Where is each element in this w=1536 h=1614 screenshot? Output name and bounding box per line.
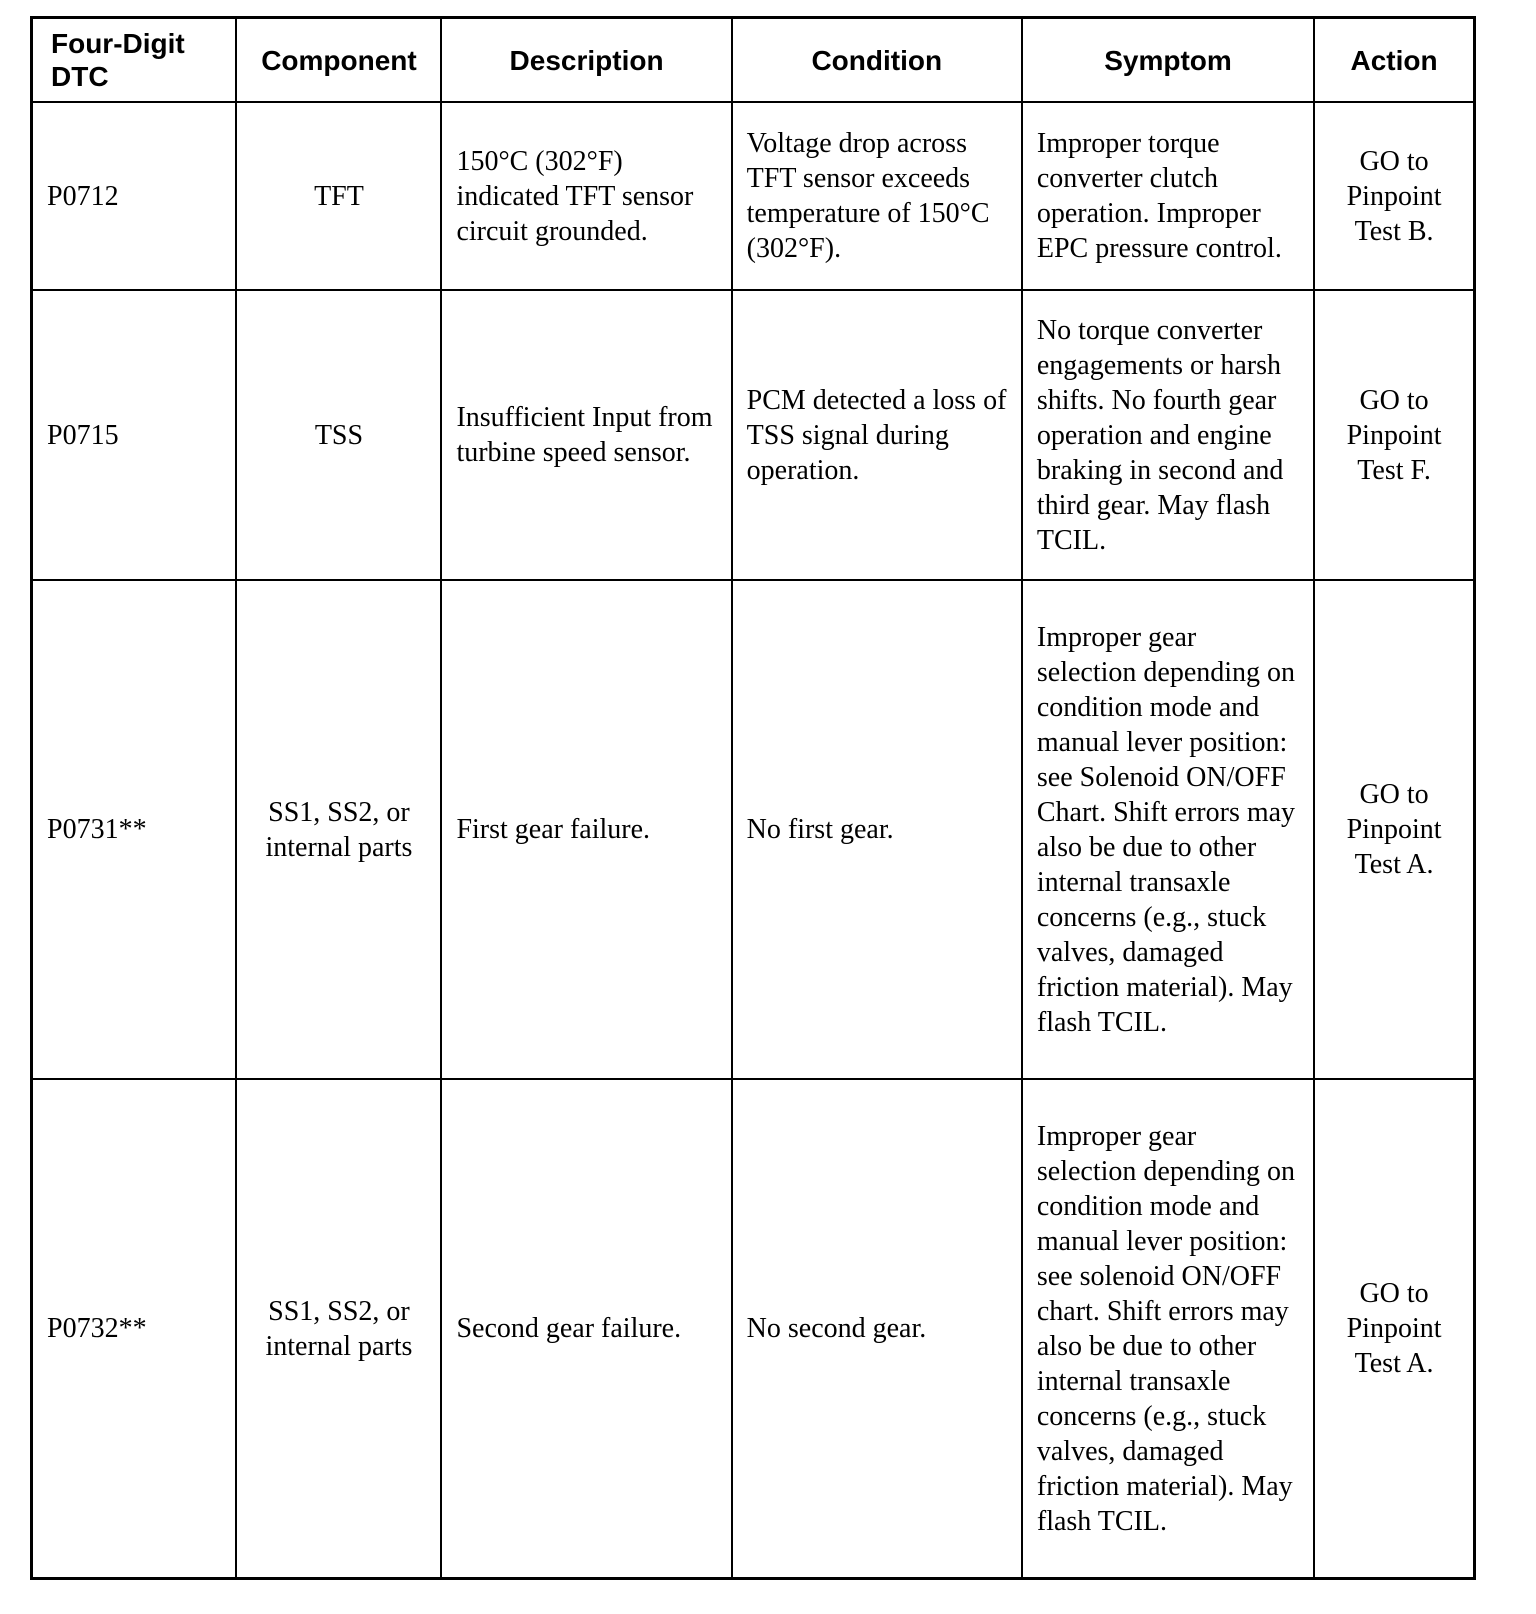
- header-condition: Condition: [732, 18, 1022, 103]
- cell-action: GO to Pinpoint Test A.: [1314, 580, 1474, 1079]
- cell-dtc: P0731**: [32, 580, 237, 1079]
- cell-component: TFT: [236, 102, 441, 290]
- cell-component: SS1, SS2, or internal parts: [236, 580, 441, 1079]
- dtc-table: [30, 16, 1476, 1580]
- cell-description: Insufficient Input from turbine speed sensor.: [441, 290, 731, 580]
- cell-condition: Voltage drop across TFT sensor exceeds temperature of 150°C (302°F).: [732, 102, 1022, 290]
- cell-symptom: No torque converter engagements or harsh shifts. No fourth gear operation and engine braking in second and third gear. May flash TCIL.: [1022, 290, 1314, 580]
- table-row: [32, 102, 1475, 290]
- cell-description: First gear failure.: [441, 580, 731, 1079]
- cell-condition: No first gear.: [732, 580, 1022, 1079]
- cell-dtc: P0712: [32, 102, 237, 290]
- cell-condition: PCM detected a loss of TSS signal during operation.: [732, 290, 1022, 580]
- header-dtc: [32, 18, 237, 103]
- header-symptom: Symptom: [1022, 18, 1314, 103]
- cell-condition: No second gear.: [732, 1079, 1022, 1579]
- table-header-row: [32, 18, 1475, 103]
- header-dtc-line1: Four-Digit: [51, 28, 185, 59]
- table-row: [32, 580, 1475, 1079]
- cell-symptom: Improper gear selection depending on condition mode and manual lever position: see solenoid ON/OFF chart. Shift errors may also be due to other internal transaxle concerns (e.g., stuck valves, damaged friction material). May flash TCIL.: [1022, 1079, 1314, 1579]
- header-action: Action: [1314, 18, 1474, 103]
- cell-dtc: P0715: [32, 290, 237, 580]
- header-component: Component: [236, 18, 441, 103]
- cell-action: GO to Pinpoint Test A.: [1314, 1079, 1474, 1579]
- cell-description: Second gear failure.: [441, 1079, 731, 1579]
- cell-description: 150°C (302°F) indicated TFT sensor circuit grounded.: [441, 102, 731, 290]
- table-row: [32, 290, 1475, 580]
- cell-dtc: P0732**: [32, 1079, 237, 1579]
- cell-symptom: Improper torque converter clutch operation. Improper EPC pressure control.: [1022, 102, 1314, 290]
- table-row: [32, 1079, 1475, 1579]
- header-dtc-line2: DTC: [51, 61, 109, 92]
- cell-action: GO to Pinpoint Test B.: [1314, 102, 1474, 290]
- cell-component: SS1, SS2, or internal parts: [236, 1079, 441, 1579]
- cell-symptom: Improper gear selection depending on condition mode and manual lever position: see Solenoid ON/OFF Chart. Shift errors may also be due to other internal transaxle concerns (e.g., stuck valves, damaged friction material). May flash TCIL.: [1022, 580, 1314, 1079]
- cell-action: GO to Pinpoint Test F.: [1314, 290, 1474, 580]
- cell-component: TSS: [236, 290, 441, 580]
- header-description: Description: [441, 18, 731, 103]
